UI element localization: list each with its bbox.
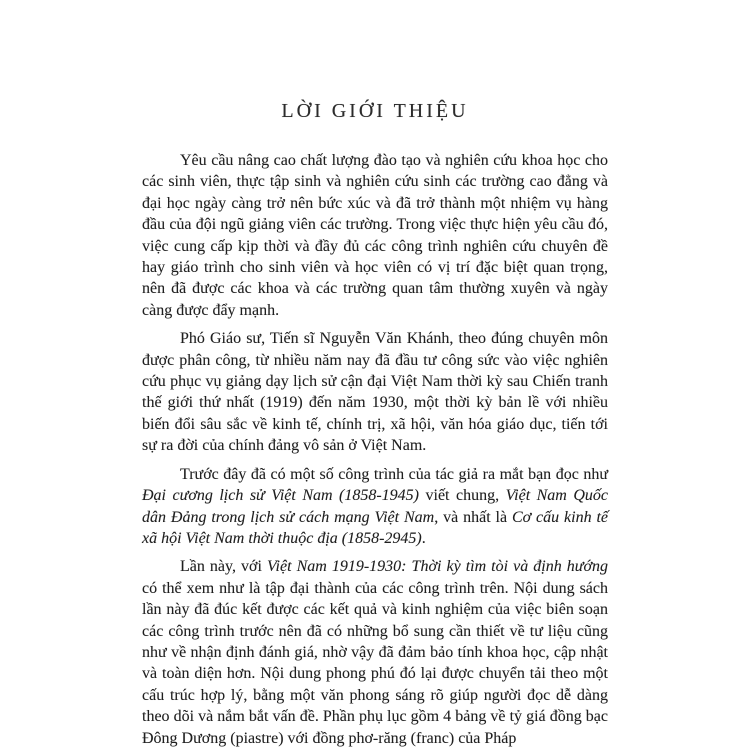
paragraph-text: viết chung, <box>419 487 506 505</box>
book-title-italic: Đại cương lịch sử Việt Nam (1858-1945) <box>142 487 420 505</box>
paragraph-text: Yêu cầu nâng cao chất lượng đào tạo và nghiên cứu khoa học cho các sinh viên, thực tập sinh và nghiên cứu sinh các trường cao đẳng và đại học ngày càng trở nên bức xúc và đã trở thành một nhiệm vụ hàng đầu của đội ngũ giảng viên các trường. Trong việc thực hiện yêu cầu đó, việc cung cấp kịp thời và đầy đủ các công trình nghiên cứu chuyên đề hay giáo trình cho sinh viên và học viên có vị trí đặc biệt quan trọng, nên đã được các khoa và các trường quan tâm thường xuyên và ngày càng được đẩy mạnh. <box>142 152 608 319</box>
book-title-italic: Việt Nam 1919-1930: Thời kỳ tìm tòi và định hướng <box>266 558 609 576</box>
paragraph <box>142 464 608 550</box>
paragraph-text: , và nhất là <box>434 508 512 526</box>
paragraph-text: . <box>421 529 426 547</box>
book-title-italic: Việt Nam Quốc dân Đảng trong lịch sử cách mạng Việt Nam <box>142 487 608 526</box>
paragraph-text: Phó Giáo sư, Tiến sĩ Nguyễn Văn Khánh, theo đúng chuyên môn được phân công, từ nhiều năm nay đã đầu tư công sức vào việc nghiên cứu phục vụ giảng dạy lịch sử cận đại Việt Nam thời kỳ sau Chiến tranh thế giới thứ nhất (1919) đến năm 1930, một thời kỳ bản lề với nhiều biến đổi sâu sắc về kinh tế, chính trị, xã hội, văn hóa giáo dục, tiến tới sự ra đời của chính đảng vô sản ở Việt Nam. <box>142 330 608 455</box>
page-content <box>142 0 608 749</box>
paragraph <box>142 150 608 321</box>
page-title: LỜI GIỚI THIỆU <box>281 100 469 122</box>
paragraph <box>142 556 608 749</box>
paragraph-text: Lần này, với <box>180 558 267 576</box>
paragraph-text: Trước đây đã có một số công trình của tác giả ra mắt bạn đọc như <box>180 465 608 483</box>
paragraph-text: có thể xem như là tập đại thành của các công trình trên. Nội dung sách lần này đã đúc kết được các kết quả và kinh nghiệm của việc biên soạn các công trình trước nên đã có những bổ sung cần thiết về tư liệu cũng như về nhận định đánh giá, nhờ vậy đã đảm bảo tính khoa học, cập nhật và toàn diện hơn. Nội dung phong phú đó lại được chuyển tải theo một cấu trúc hợp lý, bằng một văn phong sáng rõ giúp người đọc dễ dàng theo dõi và nắm bắt vấn đề. Phần phụ lục gồm 4 bảng về tỷ giá đồng bạc Đông Dương (piastre) với đồng phơ-răng (franc) của Pháp <box>142 579 608 747</box>
paragraphs <box>142 150 608 749</box>
paragraph <box>142 328 608 456</box>
book-title-italic: Cơ cấu kinh tế xã hội Việt Nam thời thuộc địa (1858-2945) <box>142 508 609 547</box>
